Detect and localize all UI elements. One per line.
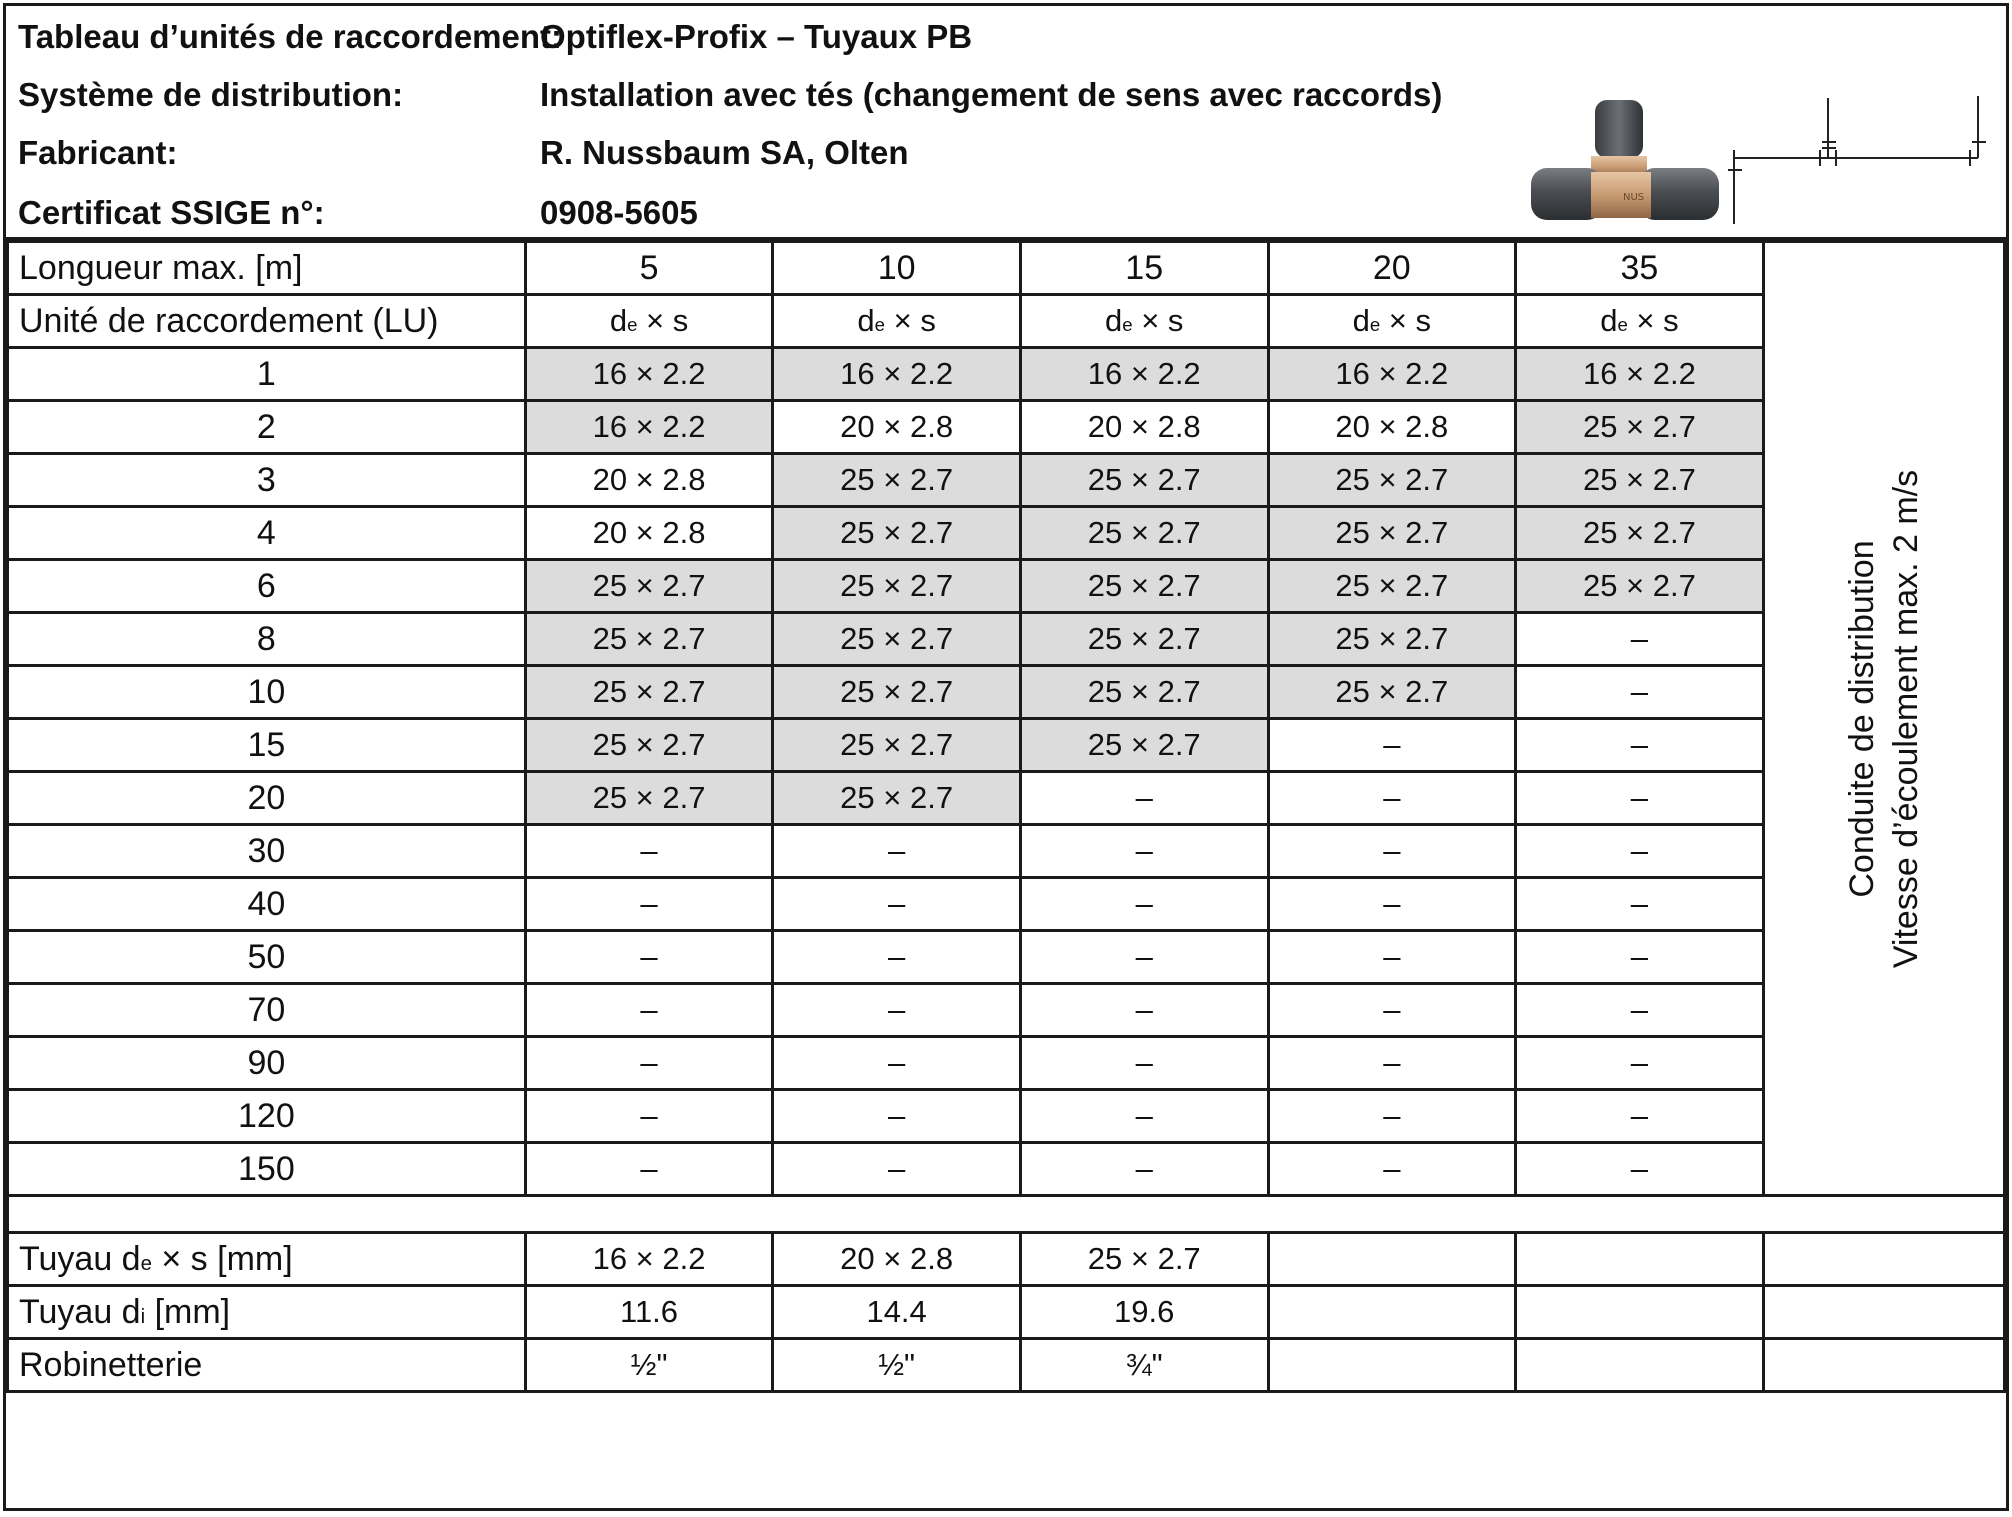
dimension-header-c: × s (1627, 303, 1679, 338)
length-value: 5 (525, 242, 773, 295)
pipe-size-cell: – (1268, 984, 1516, 1037)
lu-value: 8 (8, 613, 526, 666)
pipe-size-cell: 16 × 2.2 (525, 348, 773, 401)
pipe-size-cell: 25 × 2.7 (773, 772, 1021, 825)
dimension-header-c: × s (1132, 303, 1184, 338)
length-value: 20 (1268, 242, 1516, 295)
footer-label-c: × s [mm] (151, 1239, 293, 1278)
pipe-size-cell: 25 × 2.7 (773, 613, 1021, 666)
header-label: Système de distribution: (18, 76, 404, 113)
header-value: Installation avec tés (changement de sens avec raccords) (540, 76, 1443, 113)
pipe-size-cell: 25 × 2.7 (1268, 560, 1516, 613)
unit-label: Unité de raccordement (LU) (8, 295, 526, 348)
header-label: Fabricant: (18, 134, 178, 171)
connection-unit-sheet (3, 3, 2009, 1511)
header-value: 0908-5605 (540, 194, 698, 231)
side-note-line: Vitesse d’écoulement max. 2 m/s (1886, 469, 1925, 968)
pipe-size-cell: 25 × 2.7 (1268, 507, 1516, 560)
footer-label-sub: i (140, 1305, 146, 1328)
footer-label-a: Tuyau d (19, 1239, 141, 1278)
lu-value: 50 (8, 931, 526, 984)
lu-value: 70 (8, 984, 526, 1037)
lu-value: 15 (8, 719, 526, 772)
table-row (8, 984, 2005, 1037)
lu-value: 1 (8, 348, 526, 401)
footer-label-c: [mm] (145, 1292, 231, 1331)
footer-cell (1763, 1286, 2004, 1339)
footer-label-sub: e (140, 1252, 152, 1275)
dimension-header-c: × s (637, 303, 689, 338)
footer-cell: 19.6 (1020, 1286, 1268, 1339)
pipe-size-cell: – (1020, 772, 1268, 825)
length-label: Longueur max. [m] (8, 242, 526, 295)
pipe-size-cell: 25 × 2.7 (525, 666, 773, 719)
pipe-size-cell: – (773, 1143, 1021, 1196)
dimension-header-sub: e (627, 314, 638, 335)
pipe-size-cell: – (1020, 1037, 1268, 1090)
table-row (8, 719, 2005, 772)
lu-value: 30 (8, 825, 526, 878)
pipe-size-cell: – (773, 878, 1021, 931)
dimension-header-sub: e (1122, 314, 1133, 335)
pipe-size-cell: – (525, 1090, 773, 1143)
footer-cell: 20 × 2.8 (773, 1233, 1021, 1286)
pipe-size-cell: – (1268, 1090, 1516, 1143)
footer-cell: 25 × 2.7 (1020, 1233, 1268, 1286)
pipe-size-cell: – (525, 825, 773, 878)
footer-cell: ¾" (1020, 1339, 1268, 1392)
distribution-schema-icon (1728, 90, 1990, 226)
spacer-cell (8, 1196, 2005, 1233)
pipe-size-cell: – (1020, 878, 1268, 931)
footer-label-a: Robinetterie (19, 1345, 203, 1384)
pipe-size-cell: – (1020, 931, 1268, 984)
pipe-size-cell: – (773, 984, 1021, 1037)
pipe-size-cell: – (1516, 1037, 1764, 1090)
spacer-row (8, 1196, 2005, 1233)
pipe-size-cell: 25 × 2.7 (1020, 454, 1268, 507)
pipe-size-cell: 16 × 2.2 (1268, 348, 1516, 401)
side-note-cell (1763, 242, 2004, 1196)
dimension-header-cell (1268, 295, 1516, 348)
pipe-size-cell: – (1516, 719, 1764, 772)
pipe-size-cell: 16 × 2.2 (773, 348, 1021, 401)
pipe-size-cell: – (773, 931, 1021, 984)
footer-cell (1763, 1339, 2004, 1392)
pipe-size-cell: – (525, 878, 773, 931)
sheet-header (6, 6, 2006, 239)
lu-value: 4 (8, 507, 526, 560)
footer-cell (1268, 1233, 1516, 1286)
pipe-size-cell: – (1516, 1090, 1764, 1143)
lu-value: 3 (8, 454, 526, 507)
footer-label-a: Tuyau d (19, 1292, 141, 1331)
dimension-header-cell (1516, 295, 1764, 348)
header-value: Optiflex-Profix – Tuyaux PB (540, 18, 973, 55)
table-row (8, 507, 2005, 560)
pipe-size-cell: – (773, 1037, 1021, 1090)
footer-cell (1268, 1339, 1516, 1392)
lu-value: 2 (8, 401, 526, 454)
pipe-size-cell: 25 × 2.7 (1516, 454, 1764, 507)
footer-cell (1268, 1286, 1516, 1339)
pipe-size-cell: 16 × 2.2 (1020, 348, 1268, 401)
footer-cell: ½" (773, 1339, 1021, 1392)
table-row (8, 878, 2005, 931)
svg-text:NUS: NUS (1623, 192, 1645, 203)
pipe-size-cell: 25 × 2.7 (773, 507, 1021, 560)
pipe-size-cell: – (1268, 772, 1516, 825)
pipe-size-cell: – (1020, 1090, 1268, 1143)
length-value: 35 (1516, 242, 1764, 295)
table-row (8, 666, 2005, 719)
lu-value: 10 (8, 666, 526, 719)
length-value: 10 (773, 242, 1021, 295)
lu-value: 90 (8, 1037, 526, 1090)
dimension-header-a: d (1105, 303, 1123, 338)
pipe-size-cell: 25 × 2.7 (773, 719, 1021, 772)
side-note (1840, 469, 1928, 967)
pipe-size-cell: – (1516, 1143, 1764, 1196)
dimension-header-c: × s (1380, 303, 1432, 338)
pipe-size-cell: 25 × 2.7 (1516, 560, 1764, 613)
dimension-header-a: d (1352, 303, 1370, 338)
length-value: 15 (1020, 242, 1268, 295)
footer-cell (1763, 1233, 2004, 1286)
dimension-header-cell (773, 295, 1021, 348)
lu-value: 40 (8, 878, 526, 931)
footer-cell (1516, 1233, 1764, 1286)
pipe-size-cell: 25 × 2.7 (1268, 613, 1516, 666)
lu-value: 150 (8, 1143, 526, 1196)
pipe-size-cell: 20 × 2.8 (525, 454, 773, 507)
dimension-header-sub: e (1369, 314, 1381, 335)
dimension-header-a: d (857, 303, 875, 338)
footer-cell (1516, 1339, 1764, 1392)
pipe-size-cell: – (1020, 984, 1268, 1037)
pipe-size-cell: – (525, 931, 773, 984)
dimension-header-sub: e (1617, 314, 1628, 335)
connection-unit-table (6, 240, 2006, 1393)
pipe-size-cell: – (773, 825, 1021, 878)
lu-value: 6 (8, 560, 526, 613)
footer-label (8, 1339, 526, 1392)
pipe-size-cell: – (1516, 666, 1764, 719)
pipe-size-cell: – (525, 1037, 773, 1090)
dimension-header-sub: e (874, 314, 885, 335)
pipe-size-cell: 20 × 2.8 (773, 401, 1021, 454)
pipe-size-cell: – (1268, 825, 1516, 878)
lu-value: 20 (8, 772, 526, 825)
pipe-size-cell: 25 × 2.7 (1020, 666, 1268, 719)
header-value: R. Nussbaum SA, Olten (540, 134, 909, 171)
dimension-header-a: d (609, 303, 628, 338)
table-row (8, 772, 2005, 825)
table-row (8, 613, 2005, 666)
pipe-size-cell: 25 × 2.7 (1020, 613, 1268, 666)
pipe-size-cell: – (525, 1143, 773, 1196)
pipe-size-cell: 25 × 2.7 (1020, 507, 1268, 560)
table-row (8, 348, 2005, 401)
pipe-size-cell: 16 × 2.2 (525, 401, 773, 454)
pipe-size-cell: – (1268, 1037, 1516, 1090)
pipe-size-cell: – (1268, 1143, 1516, 1196)
footer-cell: ½" (525, 1339, 773, 1392)
pipe-size-cell: 25 × 2.7 (1020, 719, 1268, 772)
table-row (8, 1037, 2005, 1090)
tee-fitting-image (1531, 98, 1721, 223)
header-label: Tableau d’unités de raccordement: (18, 18, 563, 55)
pipe-size-cell: 25 × 2.7 (1516, 507, 1764, 560)
footer-cell: 16 × 2.2 (525, 1233, 773, 1286)
dimension-header-a: d (1600, 303, 1618, 338)
footer-label (8, 1286, 526, 1339)
pipe-size-cell: – (1020, 1143, 1268, 1196)
pipe-size-cell: 20 × 2.8 (1268, 401, 1516, 454)
pipe-size-cell: 25 × 2.7 (1268, 666, 1516, 719)
pipe-size-cell: – (1268, 931, 1516, 984)
footer-cell: 11.6 (525, 1286, 773, 1339)
pipe-size-cell: 25 × 2.7 (525, 560, 773, 613)
pipe-size-cell: – (1516, 984, 1764, 1037)
table-row (8, 825, 2005, 878)
unit-row (8, 295, 2005, 348)
pipe-size-cell: 20 × 2.8 (525, 507, 773, 560)
pipe-size-cell: 16 × 2.2 (1516, 348, 1764, 401)
pipe-size-cell: 25 × 2.7 (773, 560, 1021, 613)
pipe-size-cell: 25 × 2.7 (525, 613, 773, 666)
footer-row (8, 1286, 2005, 1339)
pipe-size-cell: 25 × 2.7 (1268, 454, 1516, 507)
dimension-header-c: × s (885, 303, 936, 338)
lu-value: 120 (8, 1090, 526, 1143)
table-row (8, 401, 2005, 454)
table-row (8, 931, 2005, 984)
pipe-size-cell: – (1020, 825, 1268, 878)
pipe-size-cell: – (1516, 878, 1764, 931)
pipe-size-cell: 25 × 2.7 (773, 666, 1021, 719)
pipe-size-cell: – (1516, 825, 1764, 878)
dimension-header-cell (525, 295, 773, 348)
pipe-size-cell: 25 × 2.7 (1516, 401, 1764, 454)
pipe-size-cell: – (1268, 878, 1516, 931)
pipe-size-cell: – (1268, 719, 1516, 772)
pipe-size-cell: – (1516, 931, 1764, 984)
footer-cell (1516, 1286, 1764, 1339)
side-note-line: Conduite de distribution (1842, 539, 1881, 898)
pipe-size-cell: 25 × 2.7 (1020, 560, 1268, 613)
pipe-size-cell: 25 × 2.7 (773, 454, 1021, 507)
pipe-size-cell: 20 × 2.8 (1020, 401, 1268, 454)
table-row (8, 454, 2005, 507)
pipe-size-cell: 25 × 2.7 (525, 772, 773, 825)
pipe-size-cell: – (773, 1090, 1021, 1143)
footer-cell: 14.4 (773, 1286, 1021, 1339)
table-row (8, 560, 2005, 613)
pipe-size-cell: – (1516, 613, 1764, 666)
pipe-size-cell: 25 × 2.7 (525, 719, 773, 772)
footer-row (8, 1339, 2005, 1392)
pipe-size-cell: – (1516, 772, 1764, 825)
dimension-header-cell (1020, 295, 1268, 348)
pipe-size-cell: – (525, 984, 773, 1037)
header-label: Certificat SSIGE n°: (18, 194, 325, 231)
footer-row (8, 1233, 2005, 1286)
table-row (8, 1143, 2005, 1196)
table-row (8, 1090, 2005, 1143)
length-row (8, 242, 2005, 295)
footer-label (8, 1233, 526, 1286)
